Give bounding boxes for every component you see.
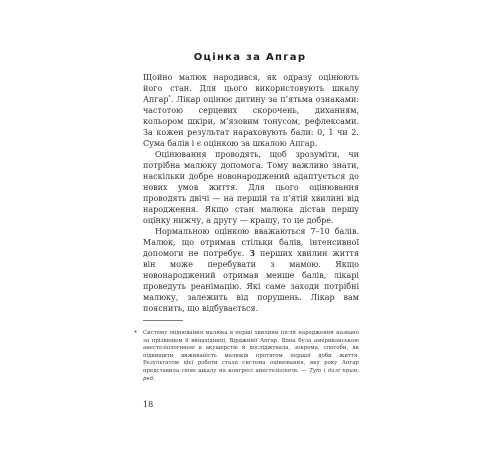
paragraph-2: Оцінювання проводять, щоб зрозуміти, чи потрібна малюку допомога. Тому важливо знати, наскільки добре новонароджений адаптується до нових умов життя. Для цього оцінювання проводять двічі — на першій та п’ятій хвилині від народження. Якщо стан малюка дістав першу оцінку нижчу, а другу — кращу, то це добре. [143, 150, 359, 225]
body-text [143, 72, 359, 314]
paragraph-1 [143, 72, 359, 149]
section-heading: Оцінка за Апгар [193, 52, 307, 63]
footnote-mark: * [134, 330, 137, 337]
paragraph-3-end: перших хвилин життя він може перебувати з мамою. Якщо новонароджений отримав менше балів, лікарі проведуть реанімацію. Які саме заходи потрібні малюку, залежить від порушень. Лікар вам пояснить, що відбувається. [143, 249, 360, 313]
paragraph-1-end: . Лікар оцінює дитину за п’ятьма ознаками: частотою серцевих скорочень, диханням, кольором шкіри, м’язовим тонусом, рефлексами. За кожен результат нараховують бали: 0, 1 чи 2. Сума балів і є оцінкою за шкалою Апгар. [143, 95, 359, 148]
paragraph-3 [143, 226, 359, 314]
footnote [134, 330, 359, 383]
paragraph-3-bold: З [249, 248, 256, 258]
footnote-editor-note: Тут і далі прим. ред. [143, 367, 359, 382]
footnote-divider [143, 320, 183, 321]
paragraph-3-start: Нормальною оцінкою вважаються 7–10 балів. Малюк, що отримав стільки балів, інтенсивної допомоги не потребує. [143, 227, 359, 258]
footnote-reference[interactable]: * [168, 94, 171, 101]
footnote-text: Систему оцінювання малюка в перші хвилини після народження названо за прізвищем її винахідниці, Вірджинії Апгар. Вона була американською анестезіологинею в акушерстві й досліджувала, зокрема, способи, як підвищити виживаність малюків протягом першої доби життя. Результатом цієї роботи стала система оцінювання, яку року Апгар представила свою шкалу на конгресі анестезіологів. — [143, 330, 359, 374]
page-number: 18 [143, 400, 154, 409]
paragraph-1-start: Щойно малюк народився, як одразу оцінюють його стан. Для цього використовують шкалу Апгар [143, 73, 359, 104]
